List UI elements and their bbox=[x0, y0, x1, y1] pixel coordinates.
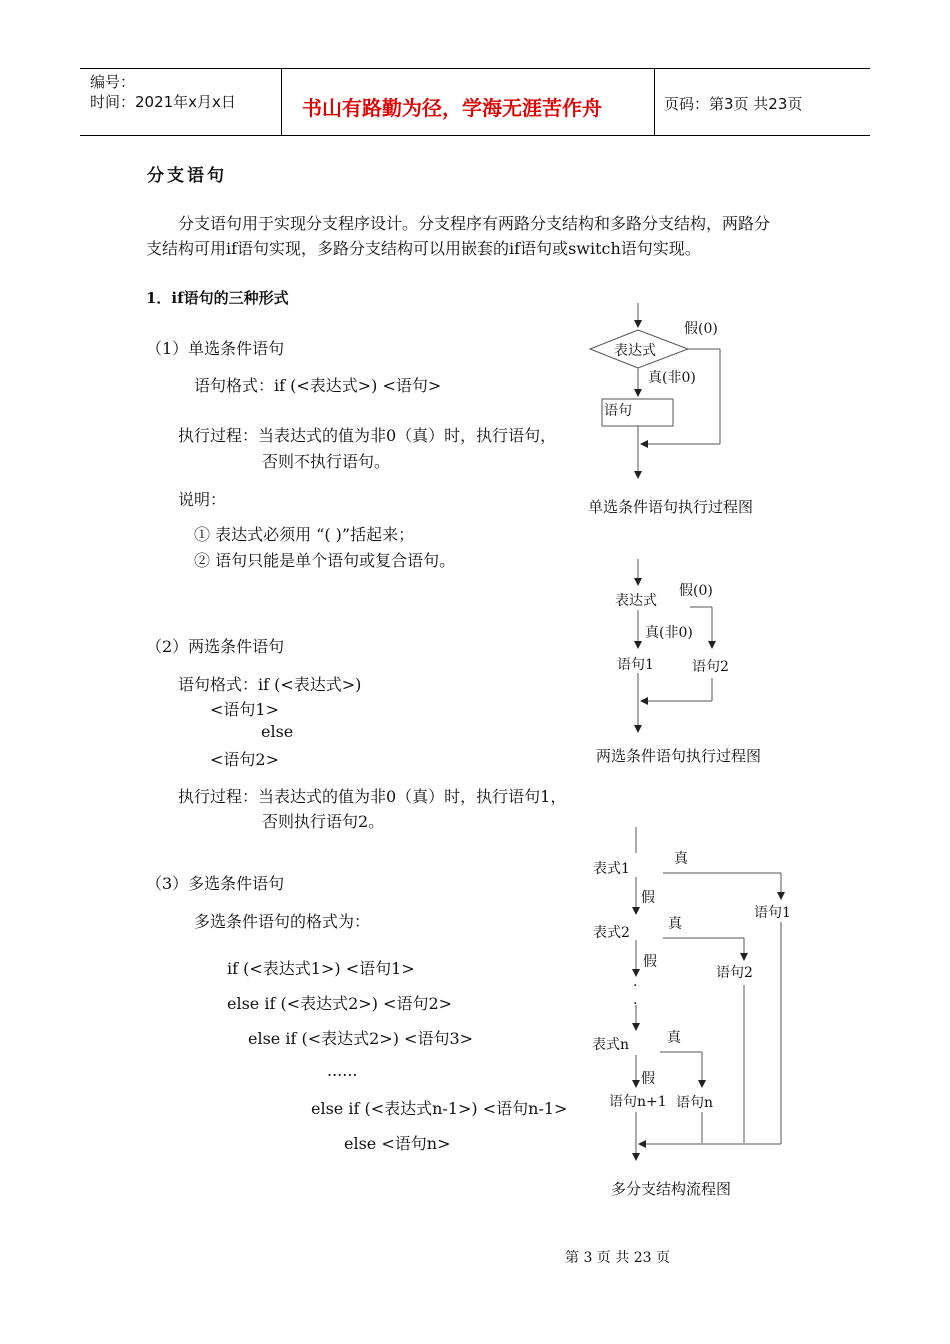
d1-stmt-label: 语句 bbox=[604, 403, 632, 419]
section-heading: 1．if语句的三种形式 bbox=[146, 289, 289, 307]
d3-dot: · bbox=[633, 996, 638, 1012]
single-exec-line-1: 执行过程：当表达式的值为非0（真）时，执行语句， bbox=[178, 426, 557, 445]
multi-heading: （3）多选条件语句 bbox=[146, 874, 285, 893]
single-note-1: ① 表达式必须用 “( )”括起来； bbox=[194, 525, 415, 544]
header-time: 时间：2021年x月x日 bbox=[90, 93, 236, 111]
d1-cond-label: 表达式 bbox=[614, 343, 656, 359]
d2-stmt2-label: 语句2 bbox=[692, 659, 729, 675]
multi-code-line: else if (<表达式2>) <语句3> bbox=[248, 1029, 474, 1048]
d2-cond-label: 表达式 bbox=[615, 593, 657, 609]
d3-true-label-2: 真 bbox=[668, 916, 682, 932]
d3-true-label-1: 真 bbox=[674, 851, 688, 867]
d1-caption: 单选条件语句执行过程图 bbox=[588, 498, 754, 516]
header-number: 编号： bbox=[90, 73, 136, 91]
multi-code-line: else if (<表达式n-1>) <语句n-1> bbox=[311, 1099, 568, 1118]
double-stmt2: <语句2> bbox=[210, 750, 279, 769]
double-heading: （2）两选条件语句 bbox=[146, 637, 285, 656]
d3-stmtn1-label: 语句n+1 bbox=[609, 1094, 667, 1110]
double-stmt1: <语句1> bbox=[210, 700, 279, 719]
multi-code-line: if (<表达式1>) <语句1> bbox=[227, 959, 415, 978]
intro-line-2: 支结构可用if语句实现，多路分支结构可以用嵌套的if语句或switch语句实现。 bbox=[146, 239, 701, 258]
page-title: 分支语句 bbox=[147, 166, 227, 186]
d3-false-label-1: 假 bbox=[641, 890, 655, 906]
d3-true-label-n: 真 bbox=[667, 1030, 681, 1046]
d3-exprn-label: 表式n bbox=[592, 1037, 630, 1053]
d2-false-label: 假(0) bbox=[679, 583, 713, 599]
multi-code-line: ...... bbox=[327, 1061, 358, 1080]
d3-stmt2-label: 语句2 bbox=[716, 965, 753, 981]
header-motto: 书山有路勤为径，学海无涯苦作舟 bbox=[302, 96, 602, 120]
double-exec-line-1: 执行过程：当表达式的值为非0（真）时，执行语句1， bbox=[178, 787, 567, 806]
single-note-label: 说明： bbox=[178, 490, 227, 509]
multi-code-line: else if (<表达式2>) <语句2> bbox=[227, 994, 453, 1013]
d3-false-label-2: 假 bbox=[643, 954, 657, 970]
d3-stmtn-label: 语句n bbox=[676, 1095, 714, 1111]
page-footer: 第 3 页 共 23 页 bbox=[565, 1250, 670, 1266]
single-heading: （1）单选条件语句 bbox=[146, 339, 285, 358]
multi-format-intro: 多选条件语句的格式为： bbox=[194, 912, 371, 931]
single-note-2: ② 语句只能是单个语句或复合语句。 bbox=[194, 551, 456, 570]
intro-line-1: 分支语句用于实现分支程序设计。分支程序有两路分支结构和多路分支结构，两路分 bbox=[178, 214, 771, 233]
d2-caption: 两选条件语句执行过程图 bbox=[596, 747, 762, 765]
d1-false-label: 假(0) bbox=[684, 321, 718, 337]
d3-expr1-label: 表式1 bbox=[593, 861, 630, 877]
header-page: 页码：第3页 共23页 bbox=[664, 95, 803, 113]
single-exec-line-2: 否则不执行语句。 bbox=[262, 452, 391, 471]
d2-true-label: 真(非0) bbox=[645, 625, 693, 641]
multi-code-line: else <语句n> bbox=[344, 1134, 451, 1153]
d2-stmt1-label: 语句1 bbox=[617, 657, 654, 673]
d1-true-label: 真(非0) bbox=[648, 370, 696, 386]
double-format: 语句格式：if (<表达式>) bbox=[178, 675, 362, 694]
d3-stmt1-label: 语句1 bbox=[754, 905, 791, 921]
d3-expr2-label: 表式2 bbox=[593, 925, 630, 941]
double-exec-line-2: 否则执行语句2。 bbox=[262, 812, 385, 831]
double-else: else bbox=[261, 722, 294, 741]
d3-dot: · bbox=[633, 978, 638, 994]
d3-caption: 多分支结构流程图 bbox=[611, 1180, 732, 1198]
single-format: 语句格式：if (<表达式>) <语句> bbox=[194, 376, 442, 395]
d3-false-label-n: 假 bbox=[641, 1071, 655, 1087]
